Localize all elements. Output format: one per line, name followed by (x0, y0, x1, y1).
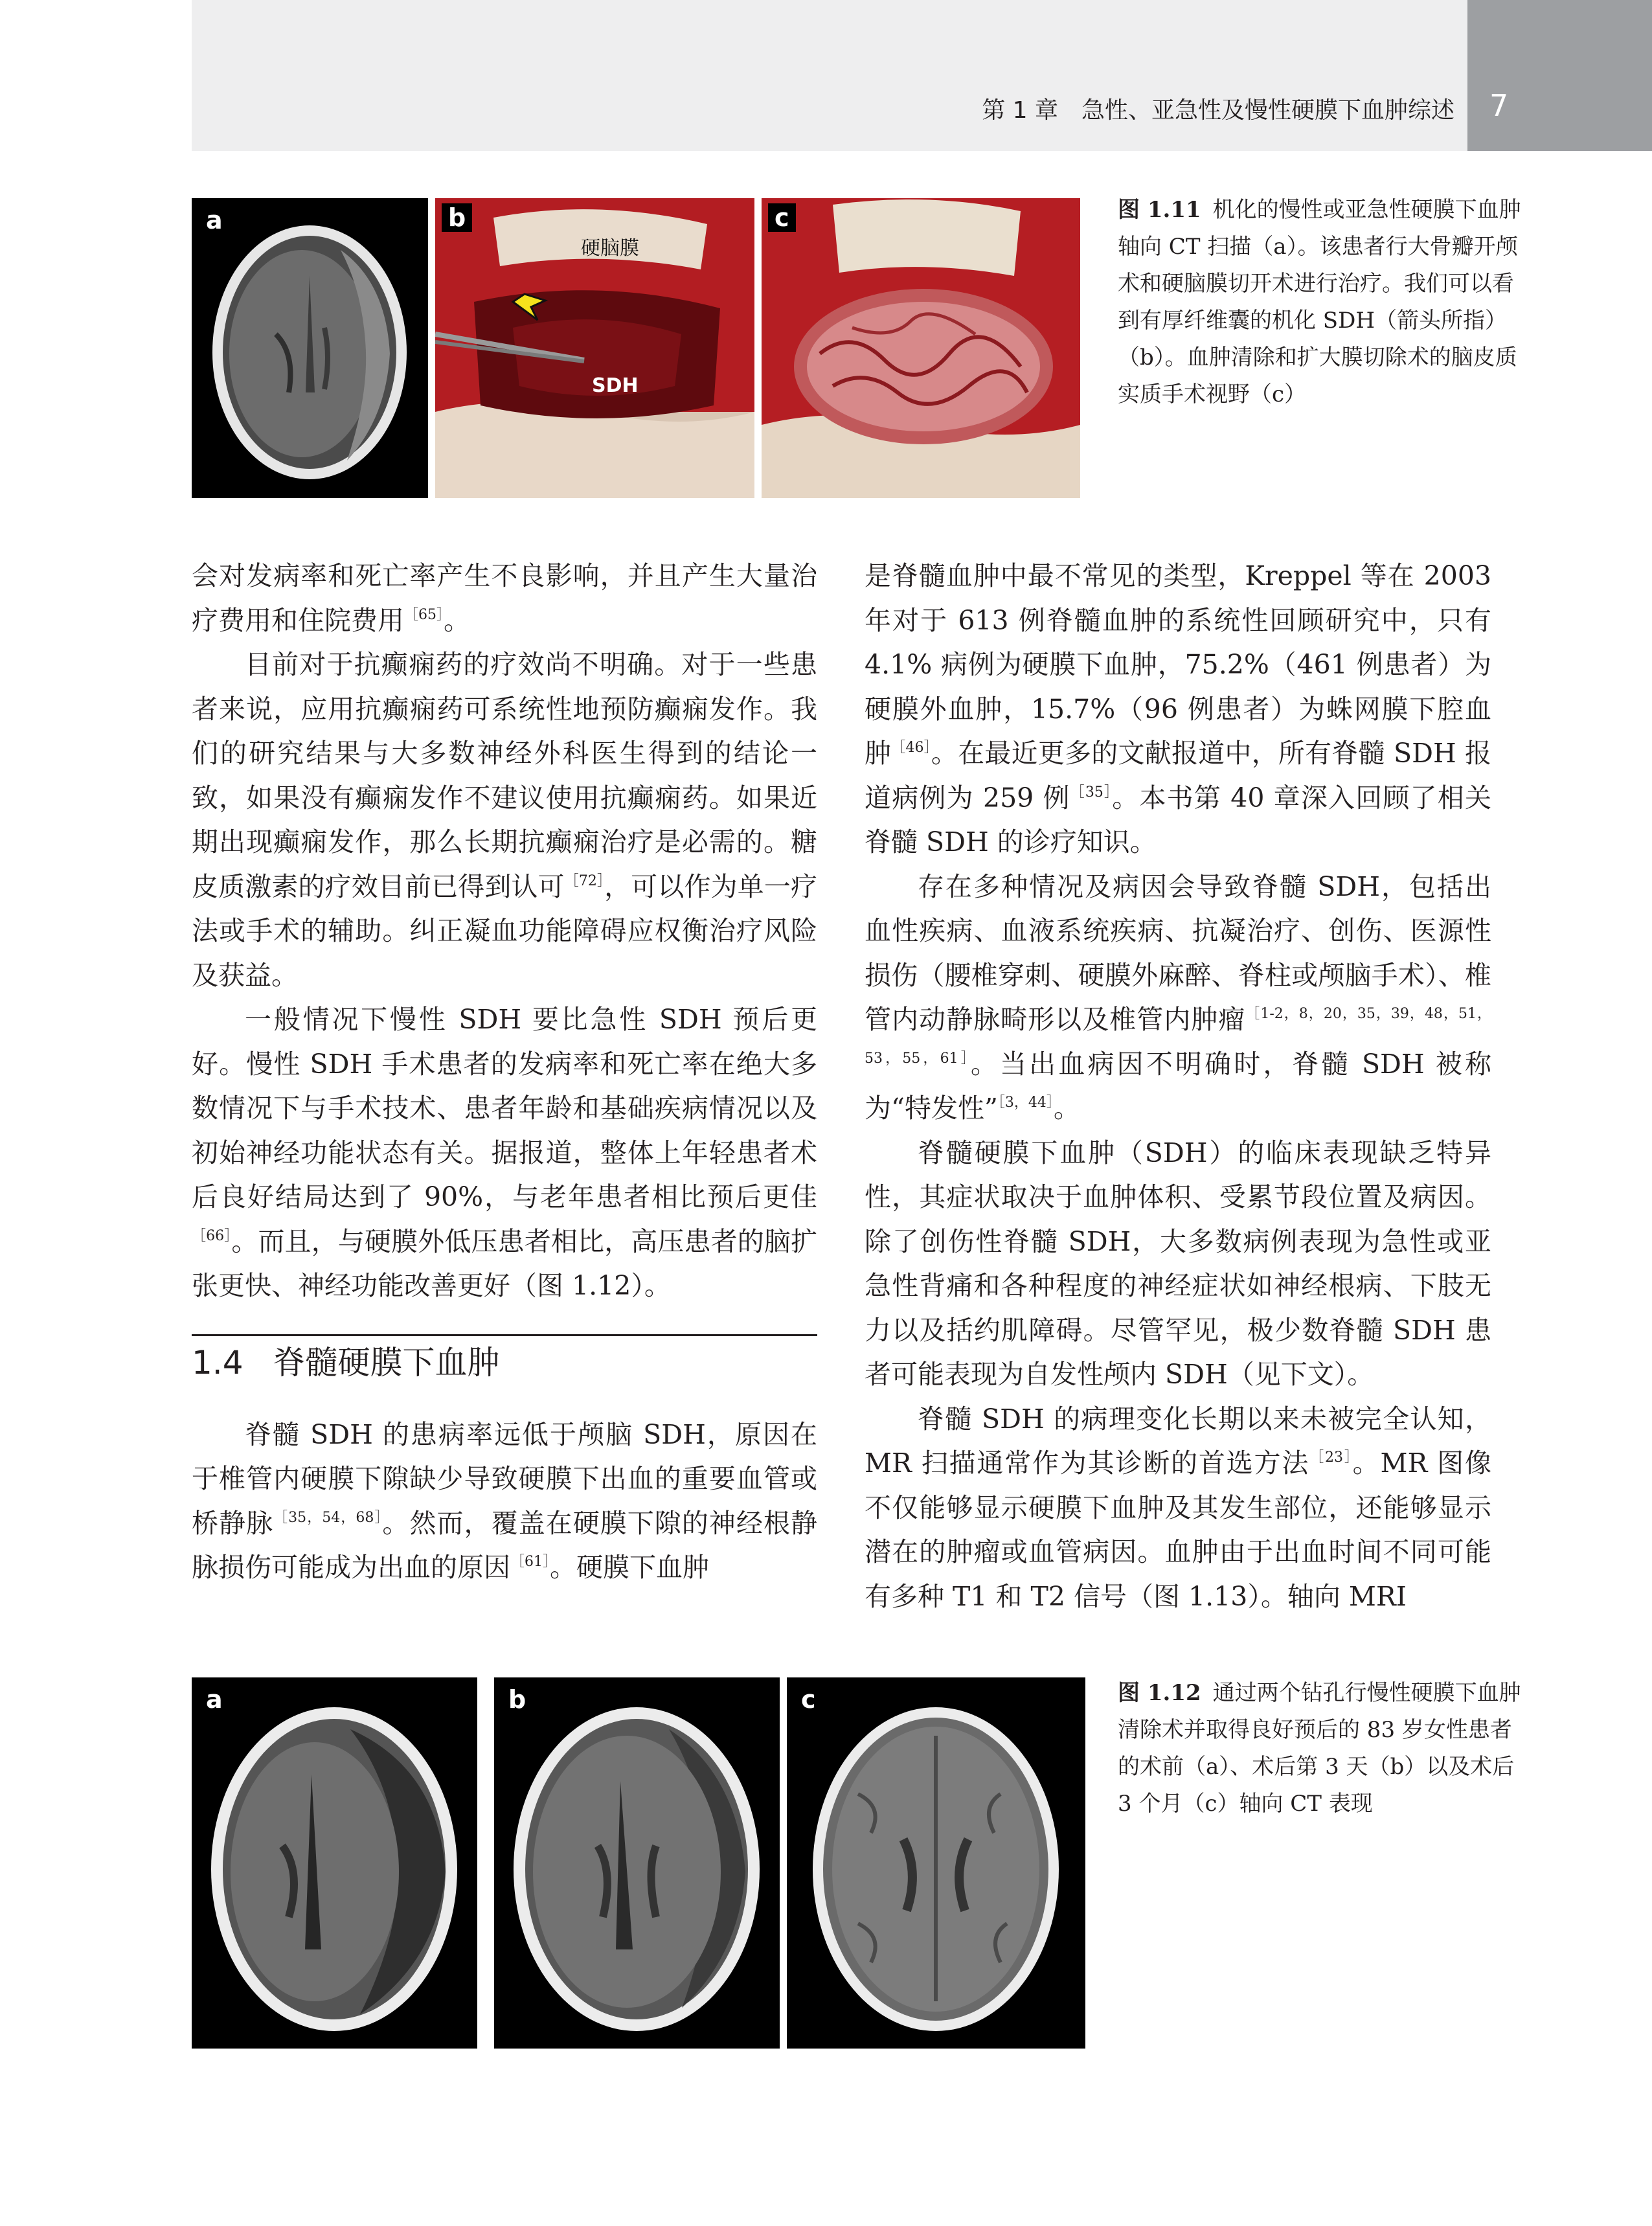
figure-1-12-panel-a (192, 1677, 477, 2049)
paragraph: 是脊髓血肿中最不常见的类型，Kreppel 等在 2003 年对于 613 例脊髓血肿的系统性回顾研究中，只有 4.1% 病例为硬膜下血肿，75.2%（461 例患者）为硬膜外血肿，15.7%（96 例患者）为蛛网膜下腔血肿$^{[46]}$。在最近更多的文献报道中，所有脊髓 SDH 报道病例为 259 例$^{[35]}$。本书第 40 章深入回顾了相关脊髓 SDH 的诊疗知识。 (865, 560, 1492, 857)
ct-scan-postop-3-months (787, 1677, 1085, 2049)
right-column (865, 554, 1491, 1618)
paragraph: 会对发病率和死亡率产生不良影响，并且产生大量治疗费用和住院费用$^{[65]}$。 (192, 560, 817, 636)
paragraph: 目前对于抗癫痫药的疗效尚不明确。对于一些患者来说，应用抗癫痫药可系统性地预防癫痫发作。我们的研究结果与大多数神经外科医生得到的结论一致，如果没有癫痫发作不建议使用抗癫痫药。如果近期出现癫痫发作，那么长期抗癫痫治疗是必需的。糖皮质激素的疗效目前已得到认可$^{[72]}$，可以作为单一疗法或手术的辅助。纠正凝血功能障碍应权衡治疗风险及获益。 (192, 649, 817, 991)
caption-number: 图 1.12 (1118, 1680, 1201, 1706)
caption-text: 机化的慢性或亚急性硬膜下血肿轴向 CT 扫描（a）。该患者行大骨瓣开颅术和硬脑膜切开术进行治疗。我们可以看到有厚纤维囊的机化 SDH（箭头所指）（b）。血肿清除和扩大膜切除术的脑皮质实质手术视野（c） (1118, 197, 1521, 407)
ct-scan-postop-day3 (494, 1677, 780, 2049)
paragraph: 脊髓 SDH 的病理变化长期以来未被完全认知，MR 扫描通常作为其诊断的首选方法$^{[23]}$。MR 图像不仅能够显示硬膜下血肿及其发生部位，还能够显示潜在的肿瘤或血管病因。血肿由于出血时间不同可能有多种 T1 和 T2 信号（图 1.13）。轴向 MRI (865, 1403, 1491, 1612)
paragraph: 一般情况下慢性 SDH 要比急性 SDH 预后更好。慢性 SDH 手术患者的发病率和死亡率在绝大多数情况下与手术技术、患者年龄和基础疾病情况以及初始神经功能状态有关。据报道，整体上年轻患者术后良好结局达到了 90%，与老年患者相比预后更佳$^{[66]}$。而且，与硬膜外低压患者相比，高压患者的脑扩张更快、神经功能改善更好（图 1.12）。 (192, 1004, 817, 1301)
panel-label-c: c (801, 1685, 816, 1714)
panel-label-b: b (508, 1685, 526, 1714)
page-number: 7 (1489, 88, 1509, 123)
panel-label-b: b (442, 203, 472, 232)
figure-1-11-panel-a (192, 198, 428, 498)
figure-1-11-caption (1118, 192, 1527, 413)
page-number-tab (1467, 0, 1652, 151)
panel-label-c: c (768, 203, 796, 232)
ct-scan-preop (192, 1677, 477, 2049)
left-column (192, 554, 817, 1590)
figure-1-12-caption (1118, 1675, 1527, 1823)
paragraph: 脊髓 SDH 的患病率远低于颅脑 SDH，原因在于椎管内硬膜下隙缺少导致硬膜下出血的重要血管或桥静脉$^{[35,54,68]}$。然而，覆盖在硬膜下隙的神经根静脉损伤可能成为出血的原因$^{[61]}$。硬膜下血肿 (192, 1418, 818, 1583)
section-divider (192, 1334, 817, 1413)
running-header (192, 0, 1467, 151)
chapter-title: 第 1 章 急性、亚急性及慢性硬膜下血肿综述 (982, 97, 1454, 124)
dura-annotation: 硬脑膜 (581, 237, 639, 260)
sdh-annotation: SDH (592, 374, 639, 397)
figure-1-12-panel-c (787, 1677, 1085, 2049)
figure-1-12-panel-b (494, 1677, 780, 2049)
panel-label-a: a (206, 206, 223, 234)
panel-label-a: a (206, 1685, 223, 1714)
surgical-photo-cortex (762, 198, 1080, 498)
paragraph: 存在多种情况及病因会导致脊髓 SDH，包括出血性疾病、血液系统疾病、抗凝治疗、创伤、医源性损伤（腰椎穿刺、硬膜外麻醉、脊柱或颅脑手术）、椎管内动静脉畸形以及椎管内肿瘤$^{[1-2,8,20,35,39,48,51,53,55,61]}$。当出血病因不明确时，脊髓 SDH 被称为“特发性”$^{[3,44]}$。 (865, 870, 1492, 1124)
figure-1-11-panel-c (762, 198, 1080, 498)
caption-number: 图 1.11 (1118, 197, 1201, 223)
paragraph: 脊髓硬膜下血肿（SDH）的临床表现缺乏特异性，其症状取决于血肿体积、受累节段位置及病因。除了创伤性脊髓 SDH，大多数病例表现为急性或亚急性背痛和各种程度的神经症状如神经根病、下肢无力以及括约肌障碍。尽管罕见，极少数脊髓 SDH 患者可能表现为自发性颅内 SDH（见下文）。 (865, 1137, 1491, 1390)
ct-scan-image (192, 198, 428, 498)
section-heading: 1.4 脊髓硬膜下血肿 (192, 1343, 500, 1381)
figure-1-11-panel-b (435, 198, 754, 498)
caption-text: 通过两个钻孔行慢性硬膜下血肿清除术并取得良好预后的 83 岁女性患者的术前（a）、术后第 3 天（b）以及术后 3 个月（c）轴向 CT 表现 (1118, 1680, 1521, 1817)
